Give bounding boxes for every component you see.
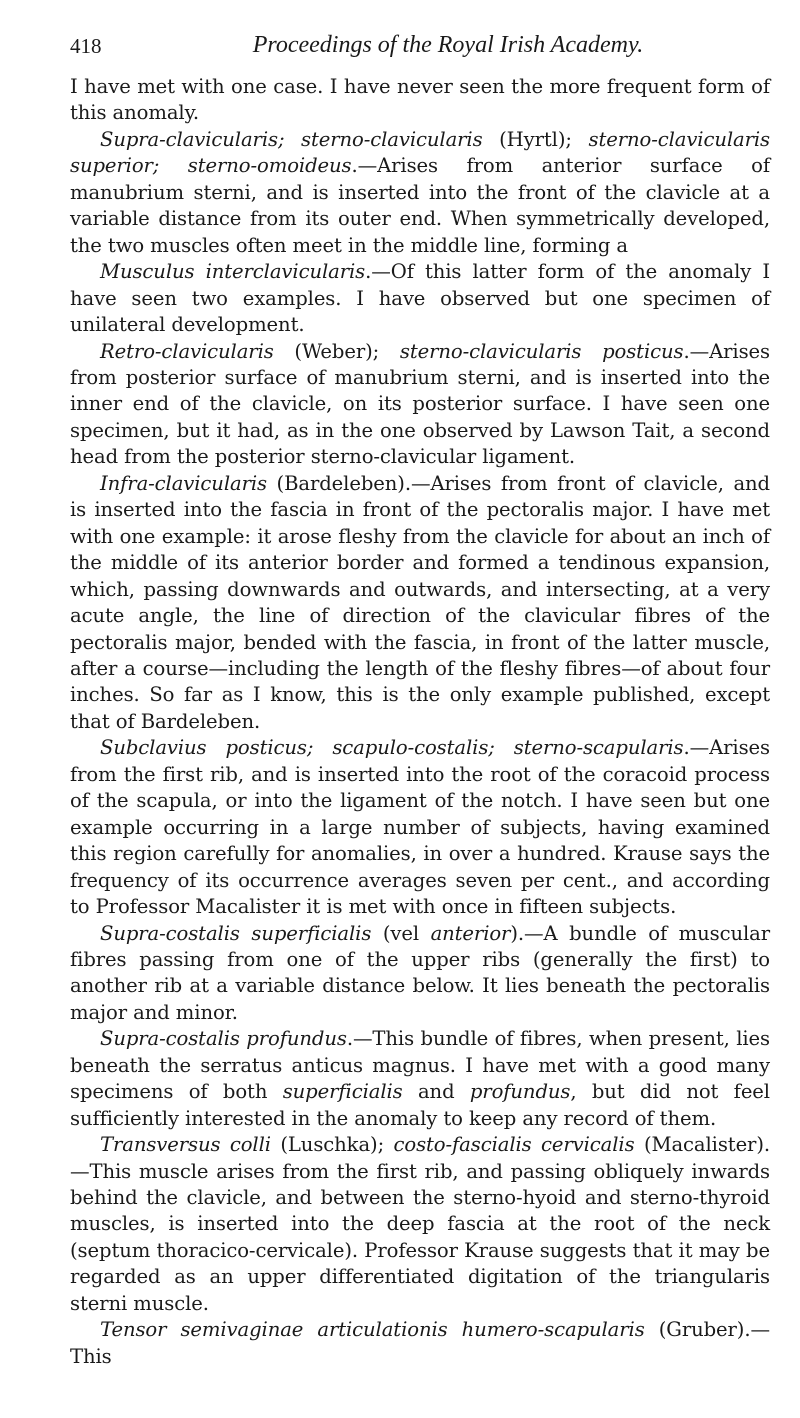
body-text [70, 74, 770, 1370]
paragraph-supra-clavicularis [70, 127, 770, 259]
text-run: .—Of this latter form of the anomaly I have seen two examples. I have observed but one specimen of unilateral development. [70, 260, 771, 337]
text-run: .—This bundle of fibres, when present, lies beneath the serratus anticus magnus. I have met with a good many specimens of both [70, 1027, 770, 1104]
muscle-name: Musculus interclavicularis [100, 260, 366, 284]
page [70, 30, 770, 1370]
page-number: 418 [70, 34, 102, 58]
muscle-name: Retro-clavicularis [100, 339, 274, 363]
muscle-name: profundus [469, 1080, 571, 1104]
text-run: .—Arises from posterior surface of manubrium sterni, and is inserted into the inner end of the clavicle, on its posterior surface. I have seen one specimen, but it had, as in the one observed by Lawson Tait, a second head from the posterior sterno-clavicular ligament. [70, 339, 770, 469]
muscle-name: superficialis [282, 1080, 403, 1104]
running-title: Proceedings of the Royal Irish Academy. [252, 32, 644, 58]
paragraph-infra-clavicularis [70, 471, 770, 736]
muscle-name: Supra-costalis superficialis [100, 921, 372, 945]
muscle-name: sterno-clavicularis posticus [399, 339, 684, 363]
text-run: (Gruber).—This [70, 1318, 770, 1368]
text-run: (vel [371, 921, 431, 945]
muscle-name: costo-fascialis cervicalis [393, 1133, 635, 1157]
muscle-name: Supra-clavicularis; sterno-clavicularis [100, 127, 483, 151]
text-run: ).—A bundle of muscular fibres passing from one of the upper ribs (generally the first) to another rib at a variable distance below. It lies beneath the pectoralis major and minor. [70, 921, 770, 1024]
muscle-name: Transversus colli [100, 1133, 271, 1157]
text-run: .—Arises from the first rib, and is inserted into the root of the coracoid process of the scapula, or into the ligament of the notch. I have seen but one example occurring in a large number of subjects, having examined this region carefully for anomalies, in over a hundred. Krause says the frequency of its occurrence averages seven per cent., and according to Professor Macalister it is met with once in fifteen subjects. [70, 736, 770, 919]
paragraph-supra-costalis-profundus [70, 1026, 770, 1132]
paragraph-transversus-colli [70, 1132, 770, 1317]
text-run: (Bardeleben).—Arises from front of clavicle, and is inserted into the fascia in front of the pectoralis major. I have met with one example: it arose fleshy from the clavicle for about an inch of the middle of its anterior border and formed a tendinous expansion, which, passing downwards and outwards, and intersecting, at a very acute angle, the line of direction of the clavicular fibres of the pectoralis major, bended with the fascia, in front of the latter muscle, after a course—including the length of the fleshy fibres—of about four inches. So far as I know, this is the only example published, except that of Bardeleben. [70, 471, 770, 733]
text-run: and [402, 1080, 470, 1104]
text-run: (Macalister).—This muscle arises from the first rib, and passing obliquely inwards behind the clavicle, and between the sterno-hyoid and sterno-thyroid muscles, is inserted into the deep fascia at the root of the neck (septum thoracico-cervicale). Professor Krause suggests that it may be regarded as an upper differentiated digitation of the triangularis sterni muscle. [70, 1133, 770, 1315]
text-run: (Luschka); [270, 1133, 394, 1157]
muscle-name: Infra-clavicularis [100, 471, 267, 495]
text-run: .—Arises from anterior surface of manubrium sterni, and is inserted into the front of the clavicle at a variable distance from its outer end. When symmetrically developed, the two muscles often meet in the middle line, forming a [70, 154, 770, 257]
muscle-name: Tensor semivaginae articulationis humero-scapularis [100, 1318, 645, 1342]
paragraph-interclavicularis [70, 259, 770, 338]
paragraph-intro [70, 74, 770, 127]
text-run: , but did not feel sufficiently interested in the anomaly to keep any record of them. [70, 1080, 770, 1130]
muscle-name: sterno-clavicularis superior; sterno-omoideus [70, 127, 770, 178]
text-run: (Hyrtl); [482, 127, 589, 151]
text-run: I have met with one case. I have never seen the more frequent form of this anomaly. [70, 75, 770, 125]
muscle-name: Subclavius posticus; scapulo-costalis; sterno-scapularis [100, 736, 684, 760]
running-header [70, 30, 770, 66]
muscle-name: anterior [430, 921, 511, 945]
paragraph-supra-costalis-superficialis [70, 921, 770, 1027]
paragraph-retro-clavicularis [70, 339, 770, 471]
paragraph-tensor-semivaginae [70, 1317, 770, 1370]
muscle-name: Supra-costalis profundus [100, 1027, 347, 1051]
text-run: (Weber); [273, 339, 400, 363]
paragraph-subclavius-posticus [70, 735, 770, 920]
